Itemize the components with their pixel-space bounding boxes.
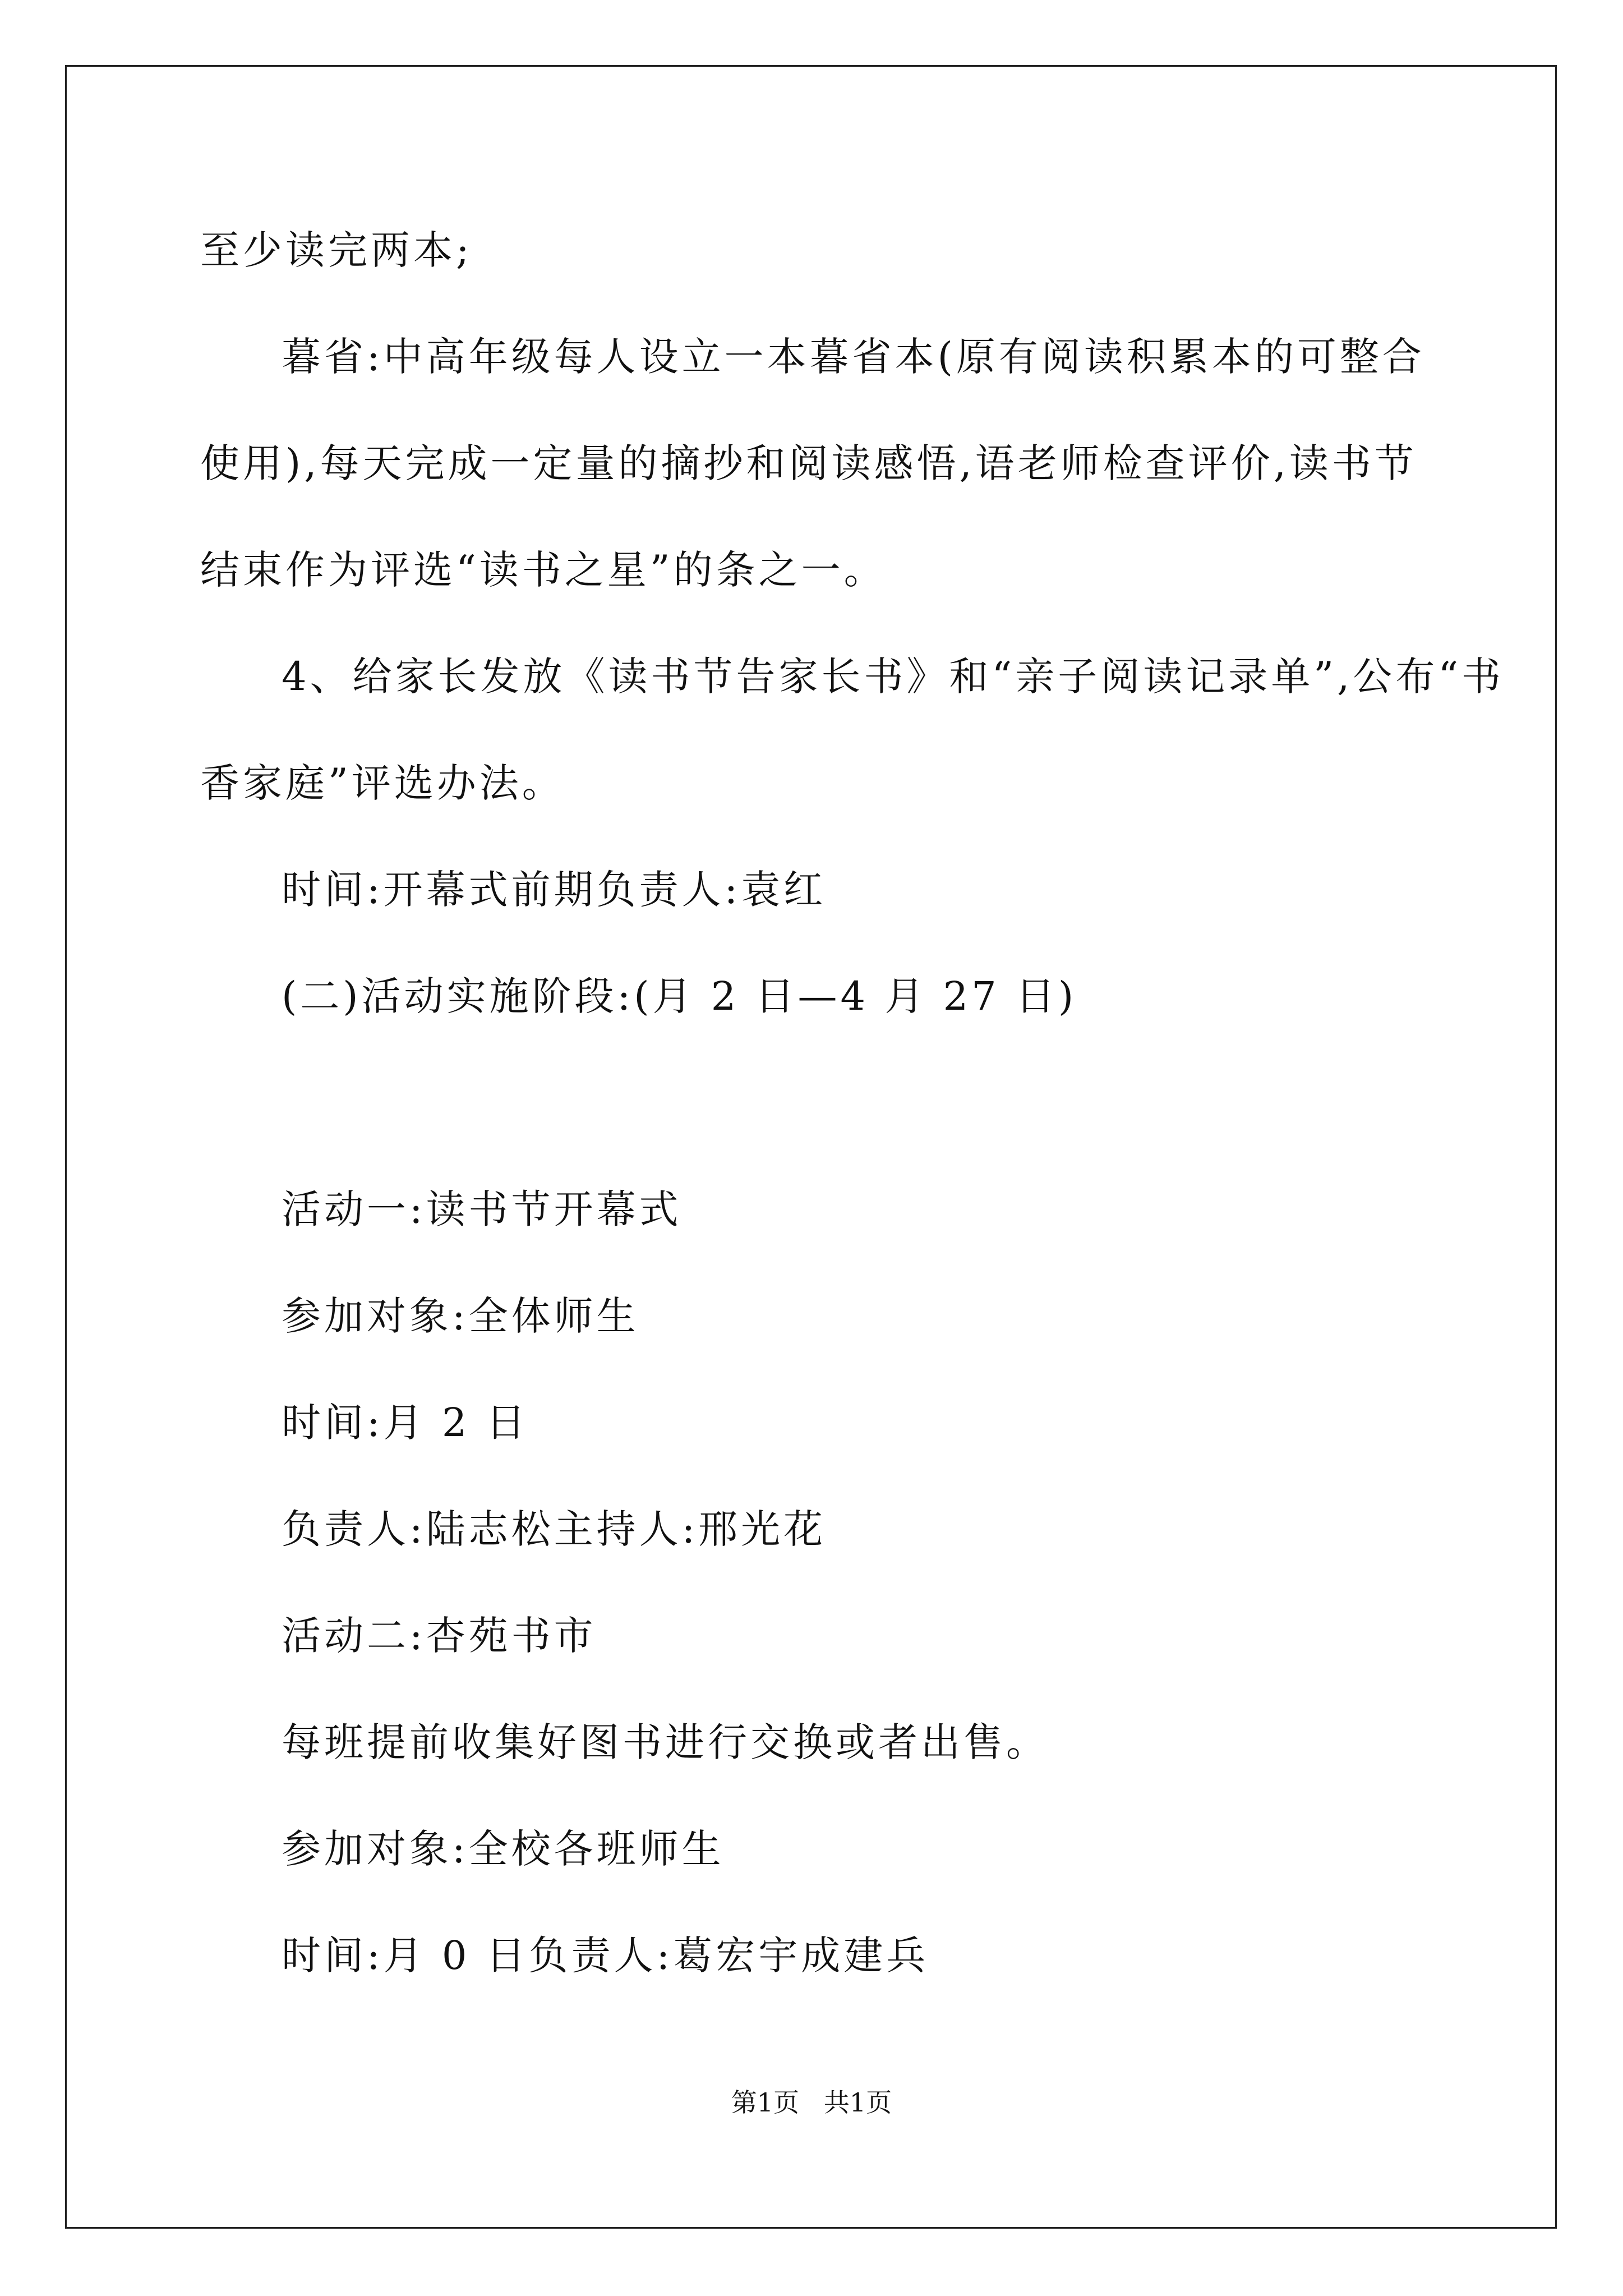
text-line: 结束作为评选“读书之星”的条之一。 bbox=[200, 547, 887, 593]
text-line: 负责人:陆志松主持人:邢光花 bbox=[282, 1506, 827, 1552]
text-line: 参加对象:全校各班师生 bbox=[282, 1826, 725, 1872]
activity-heading: 活动一:读书节开幕式 bbox=[282, 1186, 682, 1232]
text-line: 时间:月 2 日 bbox=[282, 1400, 529, 1446]
text-line: 香家庭”评选办法。 bbox=[200, 760, 565, 806]
text-line: 时间:月 0 日负责人:葛宏宇成建兵 bbox=[282, 1932, 929, 1978]
text-line: 至少读完两本; bbox=[200, 227, 473, 273]
text-line: 使用),每天完成一定量的摘抄和阅读感悟,语老师检查评价,读书节 bbox=[200, 440, 1418, 486]
text-line: 参加对象:全体师生 bbox=[282, 1293, 639, 1339]
text-line: 时间:开幕式前期负责人:袁红 bbox=[282, 867, 827, 913]
text-line: 每班提前收集好图书进行交换或者出售。 bbox=[282, 1719, 1049, 1765]
activity-heading: 活动二:杏苑书市 bbox=[282, 1613, 597, 1659]
text-line: 暮省:中高年级每人设立一本暮省本(原有阅读积累本的可整合 bbox=[282, 334, 1425, 380]
text-line: 4、给家长发放《读书节告家长书》和“亲子阅读记录单”,公布“书 bbox=[282, 654, 1505, 700]
page-number-footer: 第1页 共1页 bbox=[731, 2087, 892, 2118]
section-heading: (二)活动实施阶段:(月 2 日—4 月 27 日) bbox=[282, 973, 1077, 1019]
page-frame bbox=[65, 65, 1557, 2229]
